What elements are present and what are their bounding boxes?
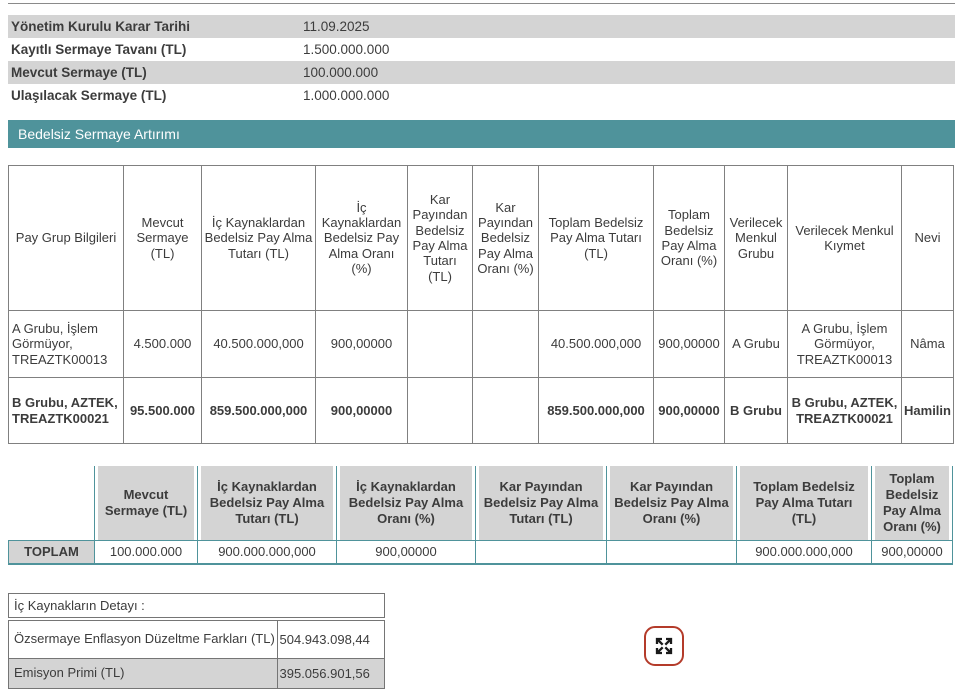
col-header-toplam-tutar: Toplam Bedelsiz Pay Alma Tutarı (TL) <box>539 166 654 311</box>
totals-header-block: Kar Payından Bedelsiz Pay Alma Tutarı (TL) <box>479 466 603 540</box>
info-value: 11.09.2025 <box>303 19 370 34</box>
totals-header-block: İç Kaynaklardan Bedelsiz Pay Alma Oranı (%) <box>340 466 472 540</box>
col-header-nevi: Nevi <box>902 166 954 311</box>
col-header-kar-payi-oran: Kar Payından Bedelsiz Pay Alma Oranı (%) <box>473 166 539 311</box>
totals-header-row <box>9 466 953 541</box>
expand-button[interactable] <box>644 626 684 666</box>
col-header-toplam-oran: Toplam Bedelsiz Pay Alma Oranı (%) <box>654 166 725 311</box>
col-header-kar-payi-tutar: Kar Payından Bedelsiz Pay Alma Tutarı (TL) <box>408 166 473 311</box>
totals-table <box>8 466 953 565</box>
cell-pay-grup: A Grubu, İşlem Görmüyor, TREAZTK00013 <box>9 311 124 378</box>
totals-row-label: TOPLAM <box>9 541 95 564</box>
info-row-sermaye-tavani <box>8 38 955 61</box>
info-value: 1.500.000.000 <box>303 42 390 57</box>
info-label: Kayıtlı Sermaye Tavanı (TL) <box>11 42 187 57</box>
info-label: Ulaşılacak Sermaye (TL) <box>11 88 167 103</box>
cell-kar-payi-tutar <box>408 311 473 378</box>
totals-col-ic-kaynak-oran <box>337 466 476 541</box>
summary-info-list <box>8 15 955 107</box>
totals-data-row <box>9 541 953 564</box>
detail-body <box>8 620 385 689</box>
detail-title: İç Kaynakların Detayı : <box>8 593 385 618</box>
cell-ic-kaynak-oran: 900,00000 <box>316 378 408 444</box>
internal-sources-detail <box>8 593 385 689</box>
detail-row-emisyon-primi <box>9 659 384 688</box>
detail-table <box>9 621 384 688</box>
cell-menkul-kiymet: A Grubu, İşlem Görmüyor, TREAZTK00013 <box>788 311 902 378</box>
detail-row-ozsermaye <box>9 621 384 659</box>
detail-value: 395.056.901,56 <box>277 659 384 688</box>
totals-toplam-oran: 900,00000 <box>872 541 953 564</box>
totals-header-block: Mevcut Sermaye (TL) <box>98 466 194 540</box>
info-row-mevcut-sermaye <box>8 61 955 84</box>
totals-header-block: İç Kaynaklardan Bedelsiz Pay Alma Tutarı (TL) <box>201 466 333 540</box>
cell-menkul-grubu: A Grubu <box>725 311 788 378</box>
col-header-mevcut-sermaye: Mevcut Sermaye (TL) <box>124 166 202 311</box>
totals-mevcut-sermaye: 100.000.000 <box>95 541 198 564</box>
totals-header-block: Toplam Bedelsiz Pay Alma Tutarı (TL) <box>740 466 868 540</box>
cell-kar-payi-oran <box>473 311 539 378</box>
totals-kar-payi-oran <box>607 541 737 564</box>
cell-toplam-oran: 900,00000 <box>654 311 725 378</box>
cell-kar-payi-oran <box>473 378 539 444</box>
totals-col-toplam-oran <box>872 466 953 541</box>
totals-col-ic-kaynak-tutar <box>198 466 337 541</box>
cell-toplam-oran: 900,00000 <box>654 378 725 444</box>
info-row-ulasilacak-sermaye <box>8 84 955 107</box>
cell-ic-kaynak-tutar: 40.500.000,000 <box>202 311 316 378</box>
table-row-b-grubu <box>9 378 954 444</box>
totals-header-block: Toplam Bedelsiz Pay Alma Oranı (%) <box>875 466 949 540</box>
cell-mevcut-sermaye: 4.500.000 <box>124 311 202 378</box>
col-header-verilecek-menkul-kiymet: Verilecek Menkul Kıymet <box>788 166 902 311</box>
info-value: 1.000.000.000 <box>303 88 390 103</box>
totals-col-empty <box>9 466 95 541</box>
totals-ic-kaynak-oran: 900,00000 <box>337 541 476 564</box>
totals-header-block: Kar Payından Bedelsiz Pay Alma Oranı (%) <box>610 466 733 540</box>
detail-value: 504.943.098,44 <box>277 621 384 659</box>
capital-table-header-row <box>9 166 954 311</box>
cell-mevcut-sermaye: 95.500.000 <box>124 378 202 444</box>
cell-nevi: Nâma <box>902 311 954 378</box>
cell-pay-grup: B Grubu, AZTEK, TREAZTK00021 <box>9 378 124 444</box>
page-content <box>8 0 955 689</box>
table-row-a-grubu <box>9 311 954 378</box>
cell-menkul-kiymet: B Grubu, AZTEK, TREAZTK00021 <box>788 378 902 444</box>
detail-label: Özsermaye Enflasyon Düzeltme Farkları (TL) <box>9 621 277 659</box>
totals-header-block <box>12 466 92 540</box>
totals-col-mevcut-sermaye <box>95 466 198 541</box>
info-row-karar-tarihi <box>8 15 955 38</box>
top-divider <box>8 3 955 4</box>
totals-ic-kaynak-tutar: 900.000.000,000 <box>198 541 337 564</box>
info-label: Mevcut Sermaye (TL) <box>11 65 147 80</box>
cell-ic-kaynak-oran: 900,00000 <box>316 311 408 378</box>
cell-toplam-tutar: 40.500.000,000 <box>539 311 654 378</box>
cell-nevi: Hamilin <box>902 378 954 444</box>
expand-arrows-icon <box>652 634 676 658</box>
totals-kar-payi-tutar <box>476 541 607 564</box>
totals-col-kar-payi-tutar <box>476 466 607 541</box>
totals-col-toplam-tutar <box>737 466 872 541</box>
info-label: Yönetim Kurulu Karar Tarihi <box>11 19 191 34</box>
totals-col-kar-payi-oran <box>607 466 737 541</box>
totals-toplam-tutar: 900.000.000,000 <box>737 541 872 564</box>
capital-increase-table <box>8 165 954 444</box>
col-header-pay-grup-bilgileri: Pay Grup Bilgileri <box>9 166 124 311</box>
cell-toplam-tutar: 859.500.000,000 <box>539 378 654 444</box>
col-header-ic-kaynak-oran: İç Kaynaklardan Bedelsiz Pay Alma Oranı (%) <box>316 166 408 311</box>
detail-label: Emisyon Primi (TL) <box>9 659 277 688</box>
col-header-ic-kaynak-tutar: İç Kaynaklardan Bedelsiz Pay Alma Tutarı (TL) <box>202 166 316 311</box>
info-value: 100.000.000 <box>303 65 379 80</box>
cell-kar-payi-tutar <box>408 378 473 444</box>
col-header-verilecek-menkul-grubu: Verilecek Menkul Grubu <box>725 166 788 311</box>
cell-menkul-grubu: B Grubu <box>725 378 788 444</box>
cell-ic-kaynak-tutar: 859.500.000,000 <box>202 378 316 444</box>
section-header-bedelsiz-sermaye-artirimi: Bedelsiz Sermaye Artırımı <box>8 120 955 148</box>
